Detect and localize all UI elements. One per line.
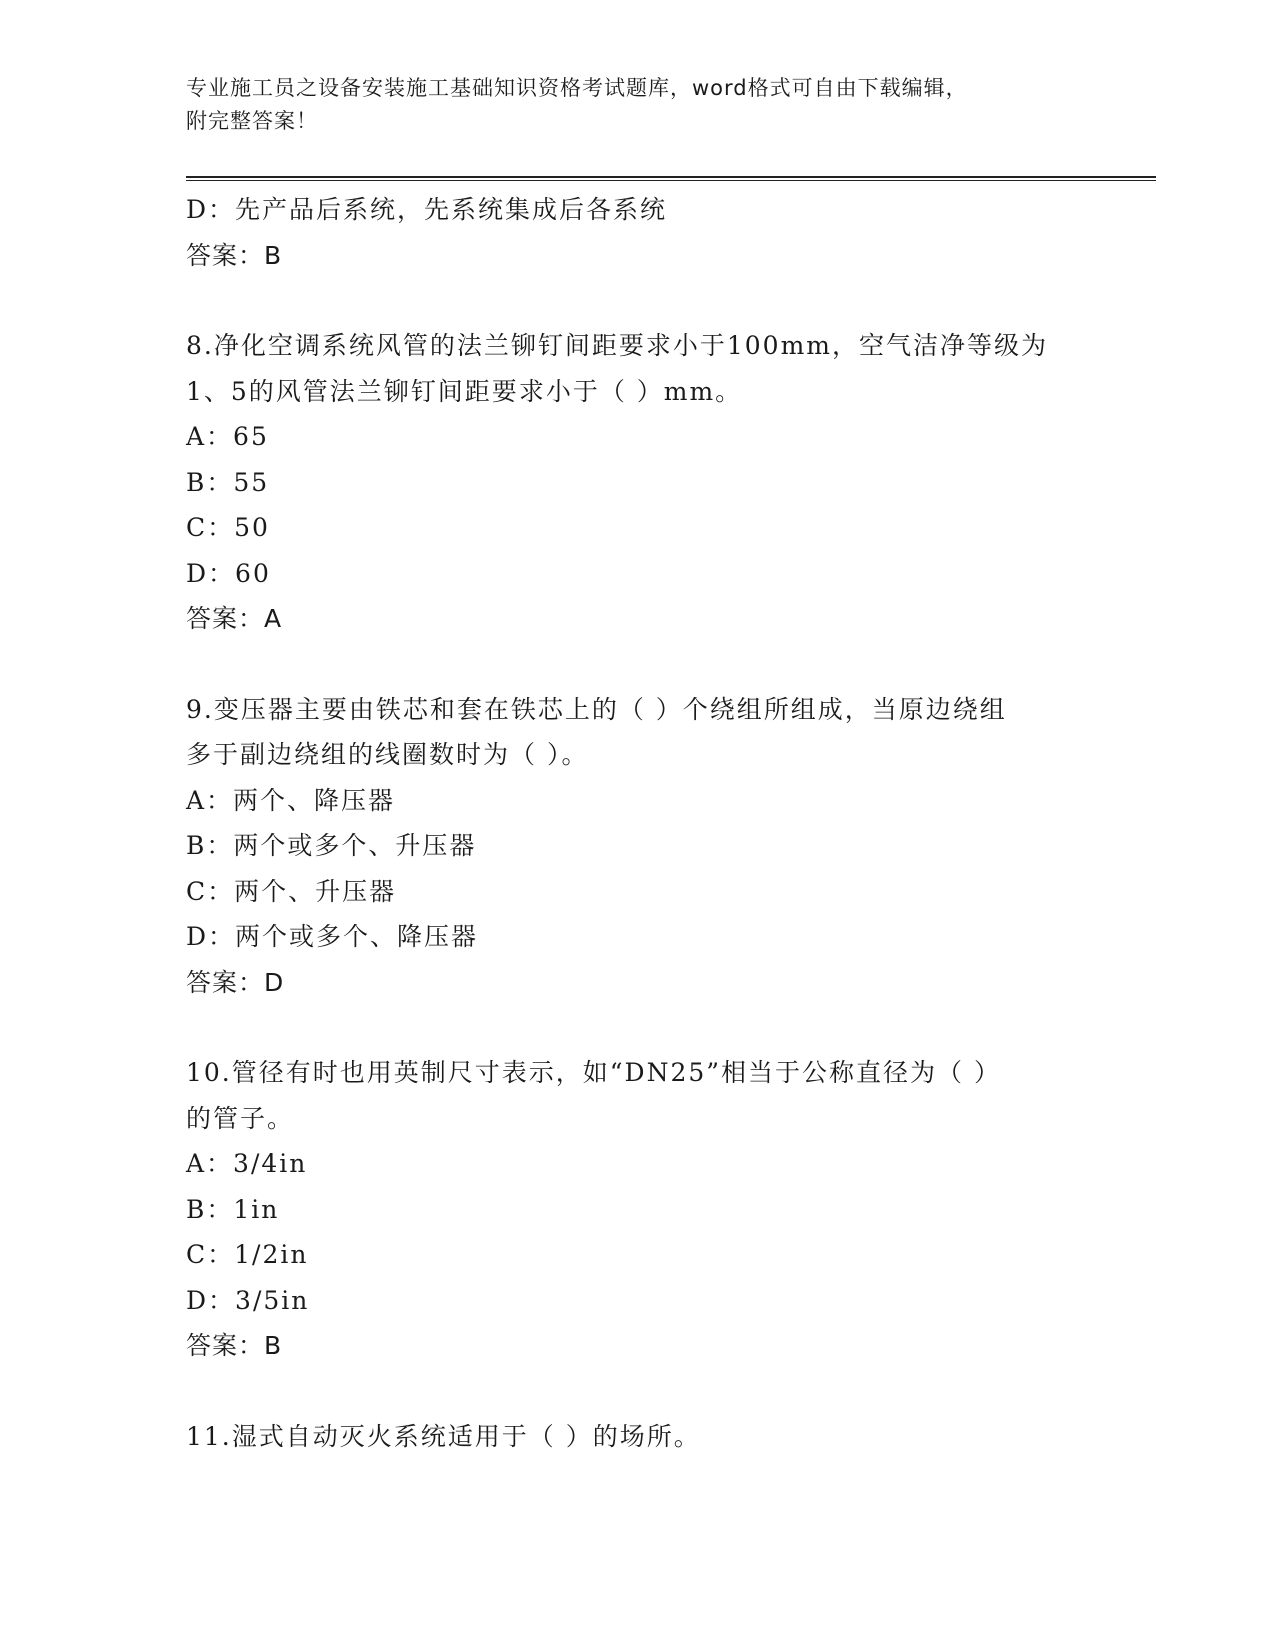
answer-label: 答案：B bbox=[186, 240, 283, 270]
option-c: C：50 bbox=[186, 513, 270, 542]
question-text-line-2: 1、5的风管法兰铆钉间距要求小于（ ）mm。 bbox=[186, 376, 743, 406]
answer-label: 答案：D bbox=[186, 967, 285, 997]
option-c: C：1/2in bbox=[186, 1240, 309, 1269]
document-header bbox=[186, 72, 1156, 138]
header-line-2: 附完整答案！ bbox=[186, 109, 318, 133]
option-b: B：两个或多个、升压器 bbox=[186, 831, 477, 860]
question-9 bbox=[186, 687, 1156, 1006]
option-c: C：两个、升压器 bbox=[186, 876, 397, 906]
question-text-line-2: 多于副边绕组的线圈数时为（ ）。 bbox=[186, 740, 589, 769]
answer-label: 答案：B bbox=[186, 1331, 283, 1360]
question-8 bbox=[186, 323, 1156, 642]
question-text-line-1: 11.湿式自动灭火系统适用于（ ）的场所。 bbox=[186, 1421, 701, 1451]
option-b: B：55 bbox=[186, 467, 270, 497]
option-a: A：65 bbox=[186, 422, 269, 451]
option-a: A：3/4in bbox=[186, 1149, 308, 1178]
question-text-line-1: 10.管径有时也用英制尺寸表示，如“DN25”相当于公称直径为（ ） bbox=[186, 1058, 1001, 1087]
option-a: A：两个、降压器 bbox=[186, 785, 396, 815]
option-d: D：3/5in bbox=[186, 1285, 310, 1315]
option-d: D：先产品后系统，先系统集成后各系统 bbox=[186, 195, 668, 224]
header-line-1: 专业施工员之设备安装施工基础知识资格考试题库，word格式可自由下载编辑， bbox=[186, 76, 968, 100]
question-text-line-1: 8.净化空调系统风管的法兰铆钉间距要求小于100mm，空气洁净等级为 bbox=[186, 331, 1048, 360]
question-text-line-1: 9.变压器主要由铁芯和套在铁芯上的（ ）个绕组所组成，当原边绕组 bbox=[186, 694, 1007, 724]
question-7-tail bbox=[186, 187, 1156, 278]
question-11 bbox=[186, 1414, 1156, 1460]
option-d: D：两个或多个、降压器 bbox=[186, 922, 479, 951]
option-d: D：60 bbox=[186, 558, 271, 588]
header-divider bbox=[186, 176, 1156, 181]
question-text-line-2: 的管子。 bbox=[186, 1103, 295, 1133]
question-10 bbox=[186, 1050, 1156, 1369]
document-page bbox=[186, 72, 1156, 1459]
option-b: B：1in bbox=[186, 1194, 280, 1224]
answer-label: 答案：A bbox=[186, 604, 283, 633]
